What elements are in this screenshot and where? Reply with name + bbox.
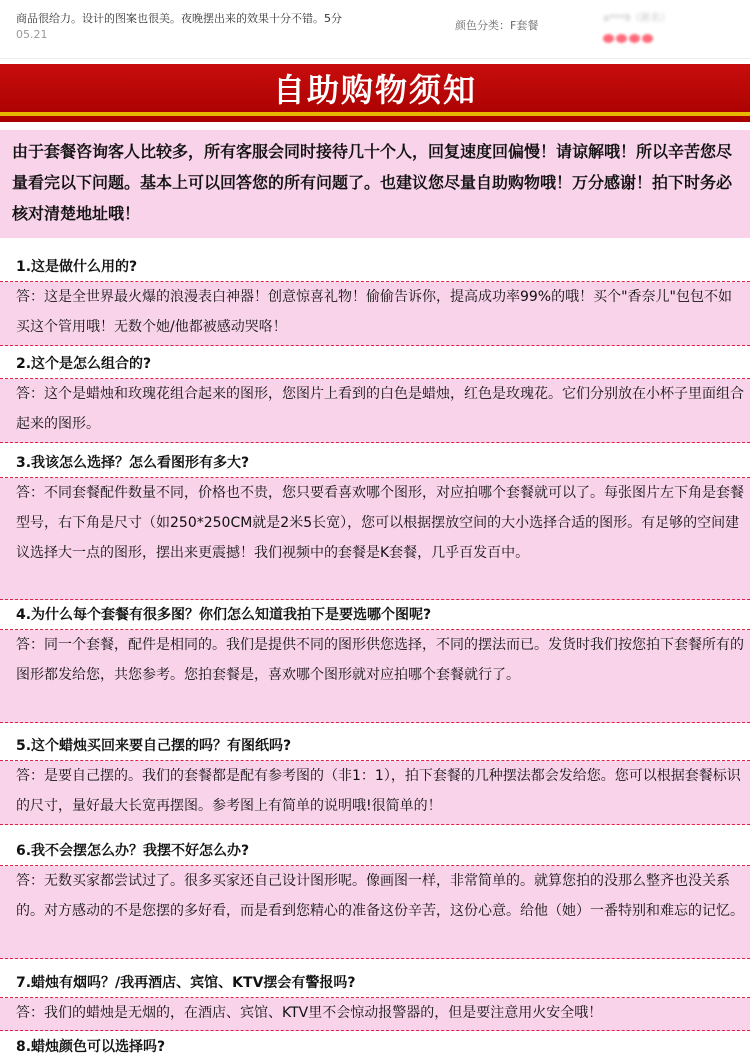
faq-item-1 <box>0 252 750 346</box>
faq-answer: 答：无数买家都尝试过了。很多买家还自己设计图形呢。像画图一样，非常简单的。就算您拍的没那么整齐也没关系的。对方感动的不是您摆的多好看，而是看到您精心的准备这份辛苦，这份心意。给他（她）一番特别和难忘的记忆。 <box>0 866 750 959</box>
faq-answer: 答：不同套餐配件数量不同，价格也不贵，您只要看喜欢哪个图形，对应拍哪个套餐就可以了。每张图片左下角是套餐型号，右下角是尺寸（如250*250CM就是2米5长宽），您可以根据摆放空间的大小选择合适的图形。有足够的空间建议选择大一点的图形，摆出来更震撼！我们视频中的套餐是K套餐，几乎百发百中。 <box>0 478 750 600</box>
star-icon <box>642 34 653 43</box>
faq-item-6 <box>0 836 750 959</box>
faq-item-2 <box>0 349 750 443</box>
faq-question: 4.为什么每个套餐有很多图？你们怎么知道我拍下是要选哪个图呢? <box>0 600 750 630</box>
rating-icon <box>603 28 655 38</box>
intro-box <box>0 130 750 238</box>
intro-text: 由于套餐咨询客人比较多，所有客服会同时接待几十个人，回复速度回偏慢！请谅解哦！所以辛苦您尽量看完以下问题。基本上可以回答您的所有问题了。也建议您尽量自助购物哦！万分感谢！拍下时务必核对清楚地址哦！ <box>12 142 733 223</box>
star-icon <box>616 34 627 43</box>
review-text: 商品很给力。设计的图案也很美。夜晚摆出来的效果十分不错。5分 <box>16 12 342 25</box>
faq-item-7 <box>0 968 750 1031</box>
banner-title: 自助购物须知 <box>272 71 477 109</box>
faq-answer: 答：是要自己摆的。我们的套餐都是配有参考图的（非1：1），拍下套餐的几种摆法都会发给您。您可以根据套餐标识的尺寸，量好最大长宽再摆图。参考图上有简单的说明哦!很简单的！ <box>0 761 750 825</box>
faq-answer: 答：同一个套餐，配件是相同的。我们是提供不同的图形供您选择，不同的摆法而已。发货时我们按您拍下套餐所有的图形都发给您，共您参考。您拍套餐是，喜欢哪个图形就对应拍哪个套餐就行了。 <box>0 630 750 723</box>
faq-question: 3.我该怎么选择？怎么看图形有多大? <box>0 448 750 478</box>
banner-stripe <box>0 112 750 116</box>
faq-answer: 答：我们的蜡烛是无烟的，在酒店、宾馆、KTV里不会惊动报警器的，但是要注意用火安全哦！ <box>0 998 750 1031</box>
review-date: 05.21 <box>16 28 48 41</box>
faq-question: 8.蜡烛颜色可以选择吗? <box>0 1032 750 1062</box>
faq-question: 1.这是做什么用的? <box>0 252 750 282</box>
faq-answer: 答：这是全世界最火爆的浪漫表白神器！创意惊喜礼物！偷偷告诉你，提高成功率99%的哦！买个"香奈儿"包包不如买这个管用哦！无数个她/他都被感动哭咯！ <box>0 282 750 346</box>
review-strip <box>0 0 750 59</box>
faq-question: 6.我不会摆怎么办？我摆不好怎么办? <box>0 836 750 866</box>
faq-item-5 <box>0 731 750 825</box>
review-color-category: 颜色分类：F套餐 <box>455 19 539 32</box>
review-user: a***9（匿名） <box>603 13 671 24</box>
star-icon <box>629 34 640 43</box>
faq-item-4 <box>0 600 750 723</box>
faq-item-3 <box>0 448 750 600</box>
star-icon <box>603 34 614 43</box>
faq-answer: 答：这个是蜡烛和玫瑰花组合起来的图形，您图片上看到的白色是蜡烛，红色是玫瑰花。它们分别放在小杯子里面组合起来的图形。 <box>0 379 750 443</box>
faq-question: 7.蜡烛有烟吗？/我再酒店、宾馆、KTV摆会有警报吗? <box>0 968 750 998</box>
faq-question: 2.这个是怎么组合的? <box>0 349 750 379</box>
faq-question: 5.这个蜡烛买回来要自己摆的吗？有图纸吗? <box>0 731 750 761</box>
faq-item-8 <box>0 1032 750 1062</box>
